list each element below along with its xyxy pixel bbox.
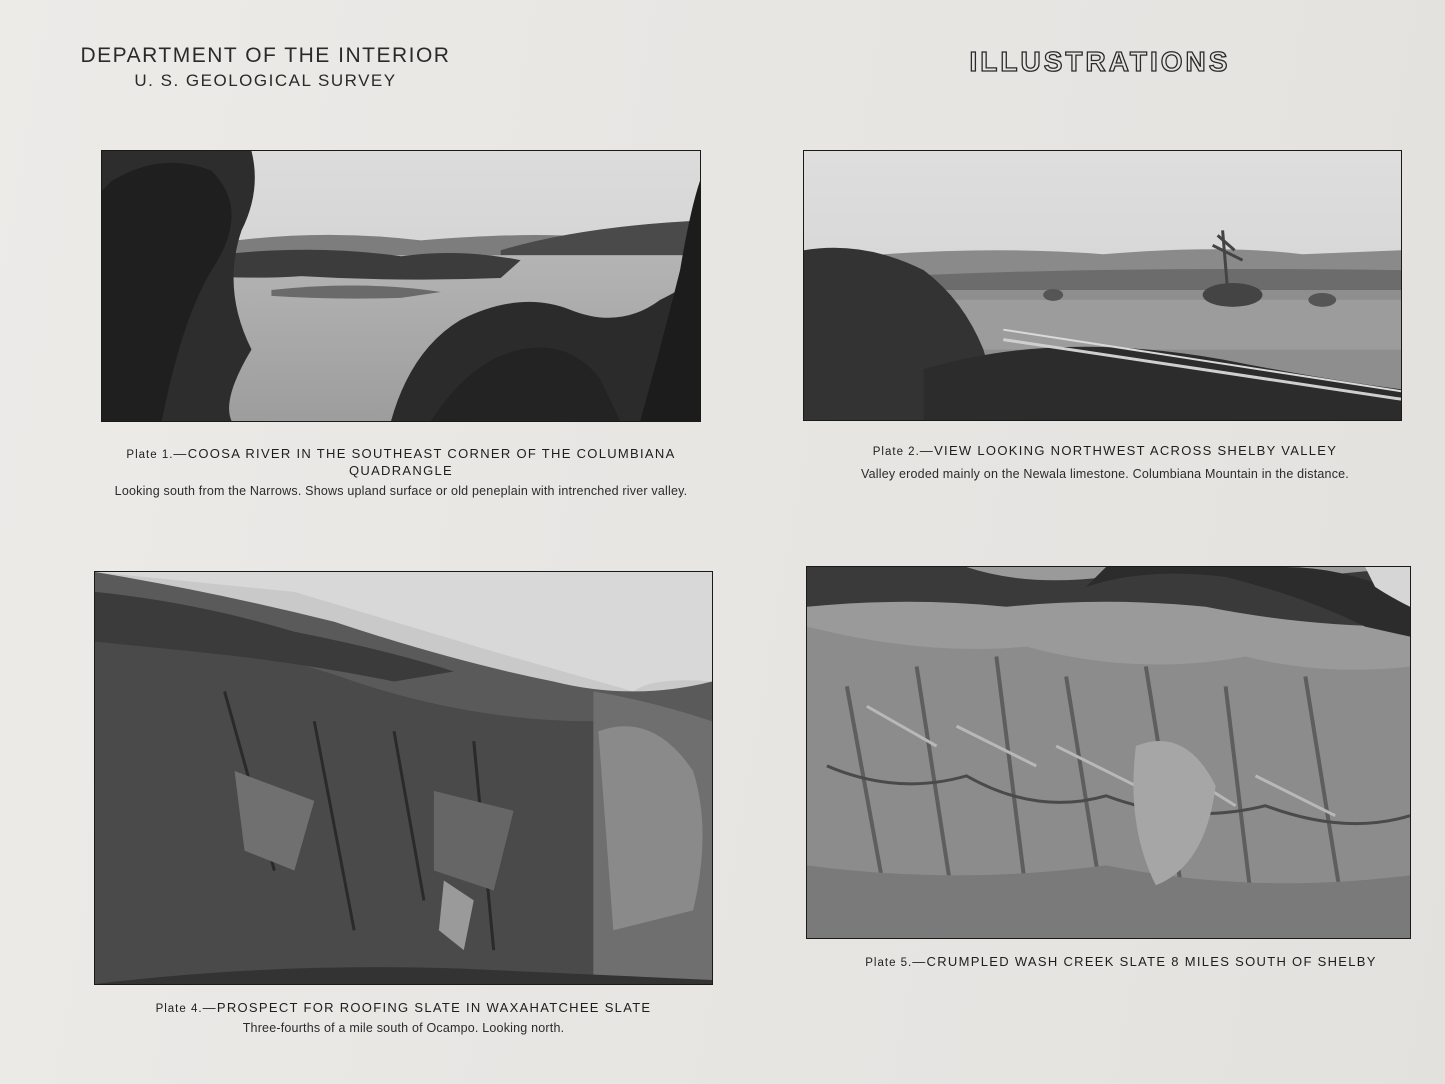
plate-2-title-text: —VIEW LOOKING NORTHWEST ACROSS SHELBY VALLEY	[919, 443, 1338, 458]
plate-4-subtitle: Three-fourths of a mile south of Ocampo. Looking north.	[242, 1021, 565, 1035]
plate-4-photo	[94, 571, 713, 985]
plate-5-caption	[806, 954, 1436, 971]
plate-2-subtitle: Valley eroded mainly on the Newala limestone. Columbiana Mountain in the distance.	[861, 467, 1349, 481]
plate-2-title	[803, 443, 1407, 460]
plate-2-number: Plate 2.	[872, 446, 920, 458]
plate-4-title-text: —PROSPECT FOR ROOFING SLATE IN WAXAHATCHEE SLATE	[202, 1000, 652, 1015]
plate-1-title-text: —COOSA RIVER IN THE SOUTHEAST CORNER OF THE COLUMBIANA QUADRANGLE	[173, 446, 676, 478]
survey-name: U. S. GEOLOGICAL SURVEY	[134, 71, 397, 90]
plate-1-number: Plate 1.	[126, 449, 174, 461]
plate-5-title	[806, 954, 1436, 971]
plate-1-caption	[101, 446, 701, 502]
department-name: DEPARTMENT OF THE INTERIOR	[80, 44, 451, 67]
plate-4-caption	[94, 1000, 713, 1039]
plate-2-photo	[803, 150, 1402, 421]
plate-5-title-text: —CRUMPLED WASH CREEK SLATE 8 MILES SOUTH OF SHELBY	[912, 954, 1377, 969]
plate-1-subtitle: Looking south from the Narrows. Shows upland surface or old peneplain with intrenched river valley.	[114, 484, 688, 498]
publisher-header	[68, 44, 463, 91]
section-header	[930, 46, 1270, 78]
plate-5-number: Plate 5.	[865, 957, 913, 969]
plate-4-title	[94, 1000, 713, 1017]
section-title: ILLUSTRATIONS	[969, 46, 1231, 77]
plate-2-caption	[803, 443, 1407, 485]
plate-1-photo	[101, 150, 701, 422]
plate-1-title	[101, 446, 701, 478]
plate-4-number: Plate 4.	[155, 1003, 203, 1015]
plate-5-photo	[806, 566, 1411, 939]
